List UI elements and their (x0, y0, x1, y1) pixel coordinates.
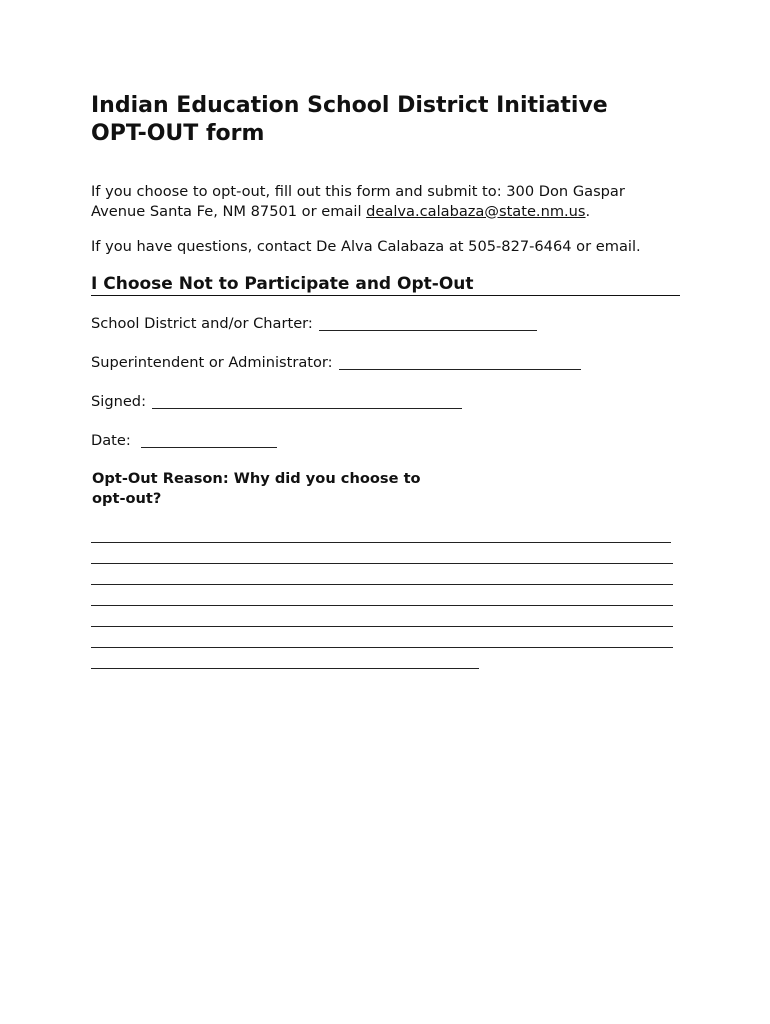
reason-answer-line[interactable] (91, 563, 673, 564)
district-field (91, 311, 537, 333)
reason-answer-line[interactable] (91, 542, 671, 543)
superintendent-field-label: Superintendent or Administrator: (91, 354, 333, 371)
submission-instructions (91, 182, 661, 221)
instructions-text: If you choose to opt-out, fill out this form and submit to: 300 Don Gaspar Avenue Santa Fe, NM 87501 or email (91, 183, 625, 220)
district-field-label: School District and/or Charter: (91, 315, 313, 332)
date-field (91, 428, 277, 450)
opt-out-reason-label: Opt-Out Reason: Why did you choose to opt-out? (92, 470, 421, 507)
instructions-end-punctuation: . (585, 202, 591, 220)
contact-email-link[interactable]: dealva.calabaza@state.nm.us (366, 202, 586, 220)
signed-field-label: Signed: (91, 393, 146, 410)
questions-contact-text: If you have questions, contact De Alva Calabaza at 505-827-6464 or email. (91, 238, 641, 255)
date-field-input[interactable] (141, 432, 277, 448)
superintendent-field-input[interactable] (339, 354, 581, 370)
date-field-label: Date: (91, 432, 131, 449)
superintendent-field (91, 350, 581, 372)
district-field-input[interactable] (319, 315, 537, 331)
reason-answer-line[interactable] (91, 626, 673, 627)
opt-out-form-page (91, 92, 681, 507)
reason-answer-line[interactable] (91, 584, 673, 585)
form-title: Indian Education School District Initiative OPT-OUT form (91, 93, 608, 146)
signature-line[interactable] (152, 393, 462, 409)
section-heading (91, 273, 680, 296)
signed-field (91, 389, 462, 411)
reason-answer-line[interactable] (91, 668, 479, 669)
reason-answer-line[interactable] (91, 647, 673, 648)
reason-answer-line[interactable] (91, 605, 673, 606)
section-heading-text: I Choose Not to Participate and Opt-Out (91, 274, 474, 294)
